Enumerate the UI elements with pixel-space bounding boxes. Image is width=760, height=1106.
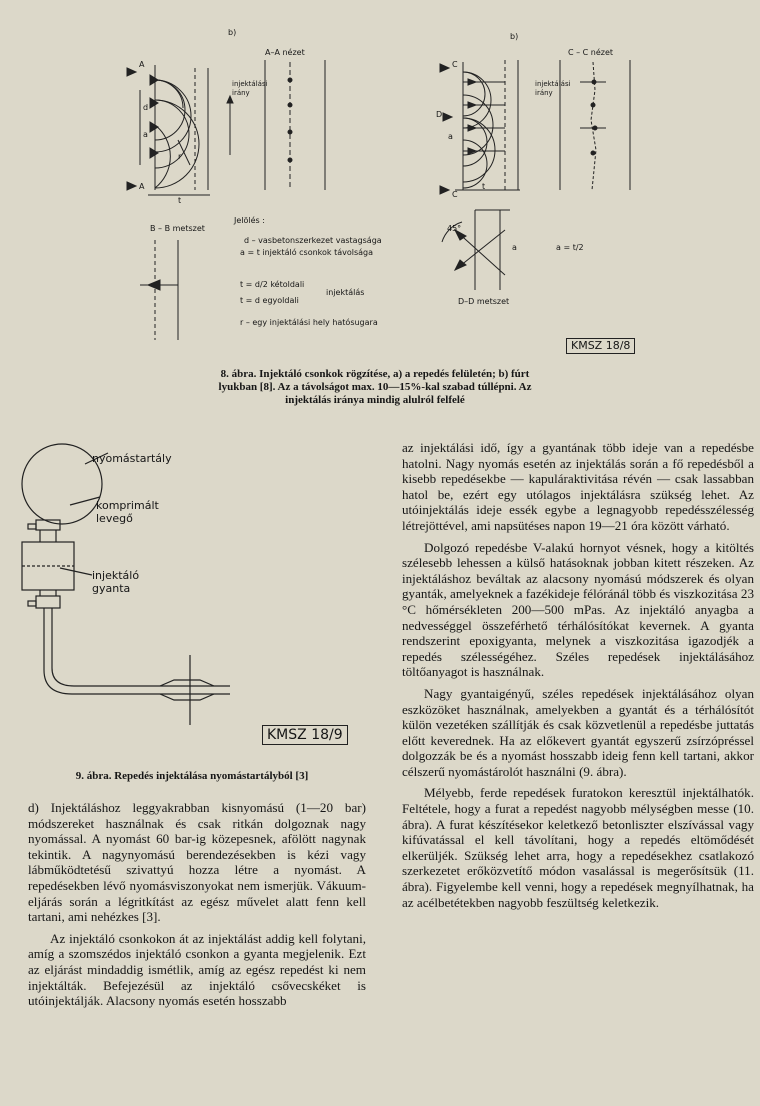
dd-section-title: D–D metszet [458,297,510,306]
legend-injection: injektálás [326,288,365,297]
dim-d: d [143,103,149,112]
right-paragraph-4: Mélyebb, ferde repedések furatokon keresztül injektálhatók. Feltétele, hogy a furat a repedést nagyobb mélységben messe (10. ábra). A furat készítésekor keletkező betonliszter elszívással vagy kifúvatással el kell távolítani, hogy a repedés eltömődését elkerüljék. Szükség lehet arra, hogy a repedésekhez csatlakozó szerkezetet erőközvetítő módon vasalással is megerősítsük (11. ábra). Figyelembe kell venni, hogy a repedések megnyílhatnak, ha az acélbetétekben nagyobb feszültség keletkezik. [402,785,754,910]
air-label: komprimált levegő [96,499,159,525]
resin-label: injektáló gyanta [92,569,140,595]
legend-title: Jelölés : [234,216,265,225]
aa-view-title: A–A nézet [265,48,305,57]
legend-t1: t = d/2 kétoldali [240,280,305,289]
dim-a: a [143,130,148,139]
pressure-tank-icon [22,444,102,524]
dim-a-c: a [448,132,453,141]
injection-direction-label-c: injektálási irány [535,80,571,97]
dim-t: t [178,196,182,205]
legend-t2: t = d egyoldali [240,296,299,305]
cc-view-left [440,60,520,194]
fig8-caption: 8. ábra. Injektáló csonkok rögzítése, a) a repedés felületén; b) fúrt lyukban [8]. Az a távolságot max. 10—15%-kal szabad túllépni. Az injektálás iránya mindig alulról felfelé [218,368,532,406]
dd-section [442,210,510,290]
figure-9-drawing [0,0,400,760]
section-mark-d: D [436,110,443,119]
fig8-label-a: b) [228,28,237,37]
left-paragraph-2: Az injektáló csonkokon át az injektálást addig kell folytani, amíg a szomszédos injektáló csonkon a gyanta megjelenik. Ezt az eljárást mindaddig ismétlik, amíg az egész repedést ki nem injektálták. Befejezésül az injektáló csővecskéket is utóinjektálják. Alacsony nyomás esetén hosszabb [28,930,366,1009]
cc-view-title: C – C nézet [568,48,614,57]
right-paragraph-3: Nagy gyantaigényű, széles repedések injektálásához olyan eszközöket használnak, amelyekben a gyantát és a térhálósítót külön vezetéken szállítják és csak közvetlenül a repedésbe juttatás előtt keverednek. Ha az előkevert gyantát egyszerű zsírzópréssel dolgozzák be és a nyomást hosszabb ideig fenn kell tartani, akkor célszerű nyomástárolót használni (9. ábra). [402,685,754,779]
tank-label: nyomástartály [92,452,172,465]
dim-t-c: t [482,182,486,191]
left-column [28,800,366,1015]
section-mark-a-bottom: A [139,182,145,191]
right-paragraph-1: az injektálási idő, így a gyantának több ideje van a repedésbe hatolni. Nagy nyomás esetén az injektálás során a fő repedésből a kisebb repedésekbe — kapuláraktivitása révén — csak lassabban hatol be, ezért egy utólagos injektálásra szükség lehet. Az utóinjektálás ideje essék egybe a legnagyobb repedésszélesség létrejöttével, ami napsütéses napon 19—21 óra között várható. [402,440,754,533]
fig9-ref-box: KMSZ 18/9 [262,725,348,745]
dim-r: r [178,152,182,161]
section-mark-a-top: A [139,60,145,69]
section-mark-c-bottom: C [452,190,458,199]
right-paragraph-2: Dolgozó repedésbe V-alakú hornyot vésnek, hogy a kitöltés szélesebb lehessen a külső hatásoknak jobban kitett részeken. Az injektáláshoz beváltak az alacsony nyomású módszerek és olyan gyanták, amelyeknek a fazékideje félóránál több és viszkozitása 23 °C hőmérsékleten 200—500 mPas. Az injektáló anyagba a nedvességgel összeférhető térhálósítókat kevernek. A gyanta rendszerint epoxigyanta, melynek a viszkozitása igazodjék a repedés szélességéhez. Széles repedések injektálásához töltőanyagot is használnak. [402,539,754,680]
fig8-ref-box: KMSZ 18/8 [566,338,635,354]
right-column [402,440,754,916]
section-mark-c-top: C [452,60,458,69]
bb-section-title: B – B metszet [150,224,205,233]
angle-label: 45° [447,224,462,233]
legend-d: d – vasbetonszerkezet vastagsága [244,236,382,245]
legend-r: r – egy injektálási hely hatósugara [240,318,378,327]
left-paragraph-1: d) Injektáláshoz leggyakrabban kisnyomású (1—20 bar) módszereket használnak és csak ritkán dolgoznak nagy nyomással. A nyomást 60 bar-ig közepesnek, afölött nagynak tekintik. A nagynyomású berendezésekben is kézi vagy lábműködtetésű szivattyú hozza létre a nyomást. A repedésekben lévő nyomásviszonyokat nem ismerjük. Vákuum-eljárás során a légritkítást az egész művelet alatt fenn kell tartani, ami nehézkes [3]. [28,800,366,925]
fig8-label-b: b) [510,32,519,41]
fig9-caption: 9. ábra. Repedés injektálása nyomástartályból [3] [75,770,309,782]
dd-formula: a = t/2 [556,243,584,252]
dd-dim-a: a [512,243,517,252]
legend-a: a = t injektáló csonkok távolsága [240,248,374,257]
injection-direction-label: injektálási irány [232,80,268,97]
